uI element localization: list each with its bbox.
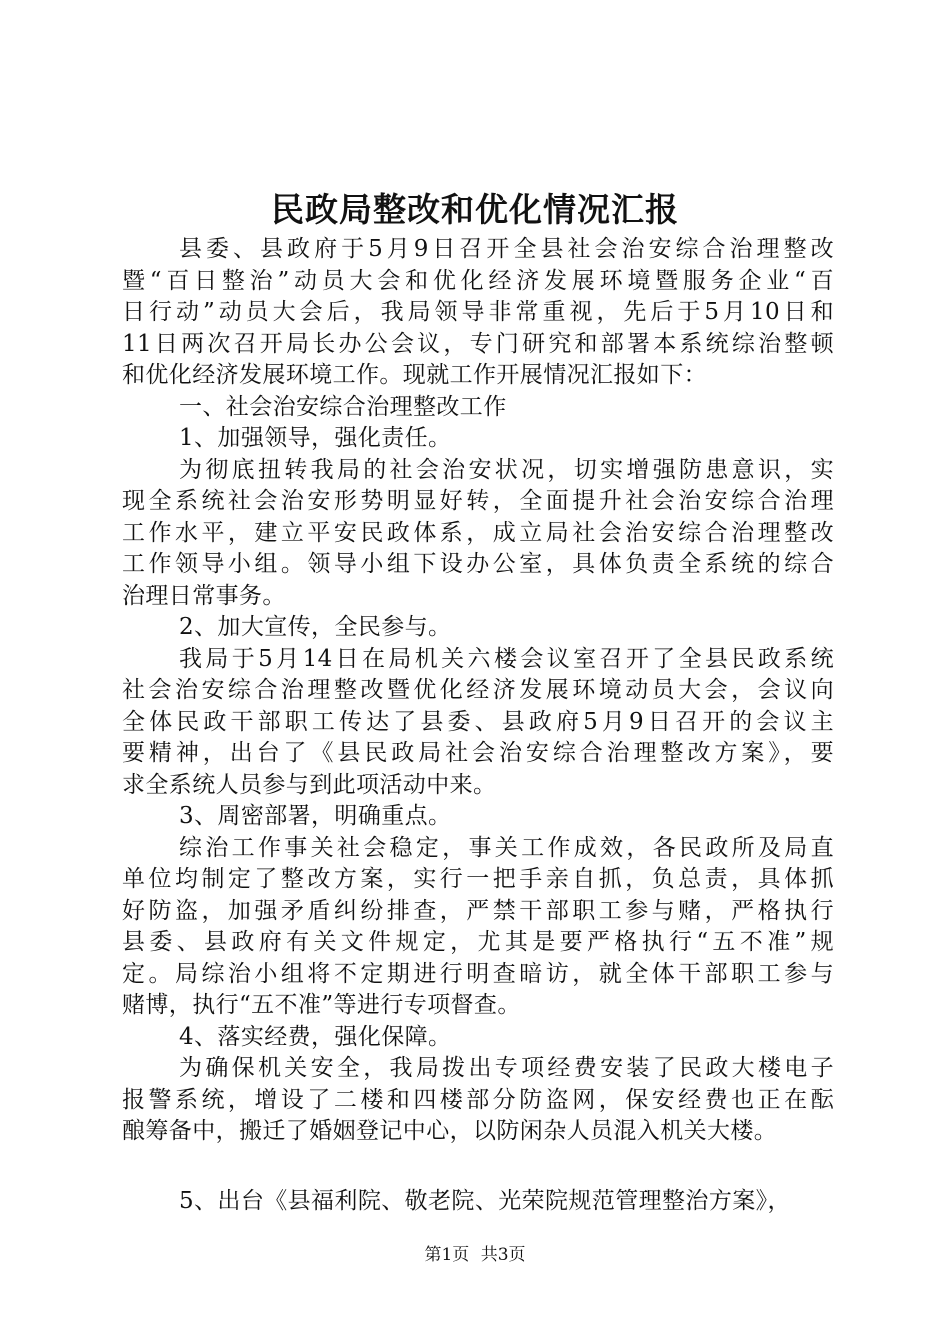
paragraph-line: 要精神，出台了《县民政局社会治安综合治理整改方案》，要	[122, 740, 834, 766]
paragraph-line: 好防盗，加强矛盾纠纷排查，严禁干部职工参与赌，严格执行	[122, 897, 834, 924]
paragraph-line: 和优化经济发展环境工作。现就工作开展情况汇报如下：	[122, 362, 707, 388]
paragraph-line: 1、加强领导，强化责任。	[179, 425, 452, 451]
paragraph-line: 报警系统，增设了二楼和四楼部分防盗网，保安经费也正在酝	[122, 1086, 834, 1113]
paragraph-line: 为确保机关安全，我局拨出专项经费安装了民政大楼电子	[179, 1055, 834, 1081]
paragraph-line: 酿筹备中，搬迁了婚姻登记中心，以防闲杂人员混入机关大楼。	[122, 1118, 778, 1144]
paragraph-line: 2、加大宣传，全民参与。	[179, 614, 452, 640]
paragraph-line: 为彻底扭转我局的社会治安状况，切实增强防患意识，实	[179, 456, 834, 483]
paragraph-line: 求全系统人员参与到此项活动中来。	[122, 771, 497, 798]
paragraph-line: 赌博，执行“五不准”等进行专项督查。	[122, 992, 521, 1018]
paragraph-line: 治理日常事务。	[122, 582, 286, 609]
paragraph-line: 4、落实经费，强化保障。	[179, 1023, 452, 1050]
paragraph-line: 5、出台《县福利院、敬老院、光荣院规范管理整治方案》，	[179, 1187, 791, 1214]
page-number: 第1页	[424, 1245, 470, 1265]
paragraph-line: 工作领导小组。领导小组下设办公室，具体负责全系统的综合	[122, 551, 834, 577]
paragraph-line: 我局于5月14日在局机关六楼会议室召开了全县民政系统	[179, 645, 834, 672]
paragraph-line: 暨“百日整治”动员大会和优化经济发展环境暨服务企业“百	[122, 267, 834, 294]
paragraph-gap	[122, 1148, 834, 1186]
paragraph-line: 县委、县政府有关文件规定，尤其是要严格执行“五不准”规	[122, 929, 834, 955]
paragraph-line: 定。局综治小组将不定期进行明查暗访，就全体干部职工参与	[122, 960, 834, 987]
paragraph-line: 现全系统社会治安形势明显好转，全面提升社会治安综合治理	[122, 488, 834, 514]
paragraph-line: 日行动”动员大会后，我局领导非常重视，先后于5月10日和	[122, 299, 834, 325]
paragraph-line: 县委、县政府于5月9日召开全县社会治安综合治理整改	[179, 236, 834, 262]
paragraph-line: 综治工作事关社会稳定，事关工作成效，各民政所及局直	[179, 834, 834, 861]
paragraph-line: 社会治安综合治理整改暨优化经济发展环境动员大会，会议向	[122, 677, 834, 703]
paragraph-line: 单位均制定了整改方案，实行一把手亲自抓，负总责，具体抓	[122, 866, 834, 892]
paragraph-line: 全体民政干部职工传达了县委、县政府5月9日召开的会议主	[122, 708, 834, 735]
document-title: 民政局整改和优化情况汇报	[271, 190, 679, 229]
document-body	[122, 234, 834, 1217]
paragraph-line: 工作水平，建立平安民政体系，成立局社会治安综合治理整改	[122, 519, 834, 546]
paragraph-line: 3、周密部署，明确重点。	[179, 803, 452, 829]
page-total: 共3页	[480, 1245, 526, 1265]
paragraph-line: 11日两次召开局长办公会议，专门研究和部署本系统综治整顿	[122, 330, 834, 357]
paragraph-line: 一、社会治安综合治理整改工作	[179, 393, 507, 420]
page-footer	[0, 1243, 950, 1267]
